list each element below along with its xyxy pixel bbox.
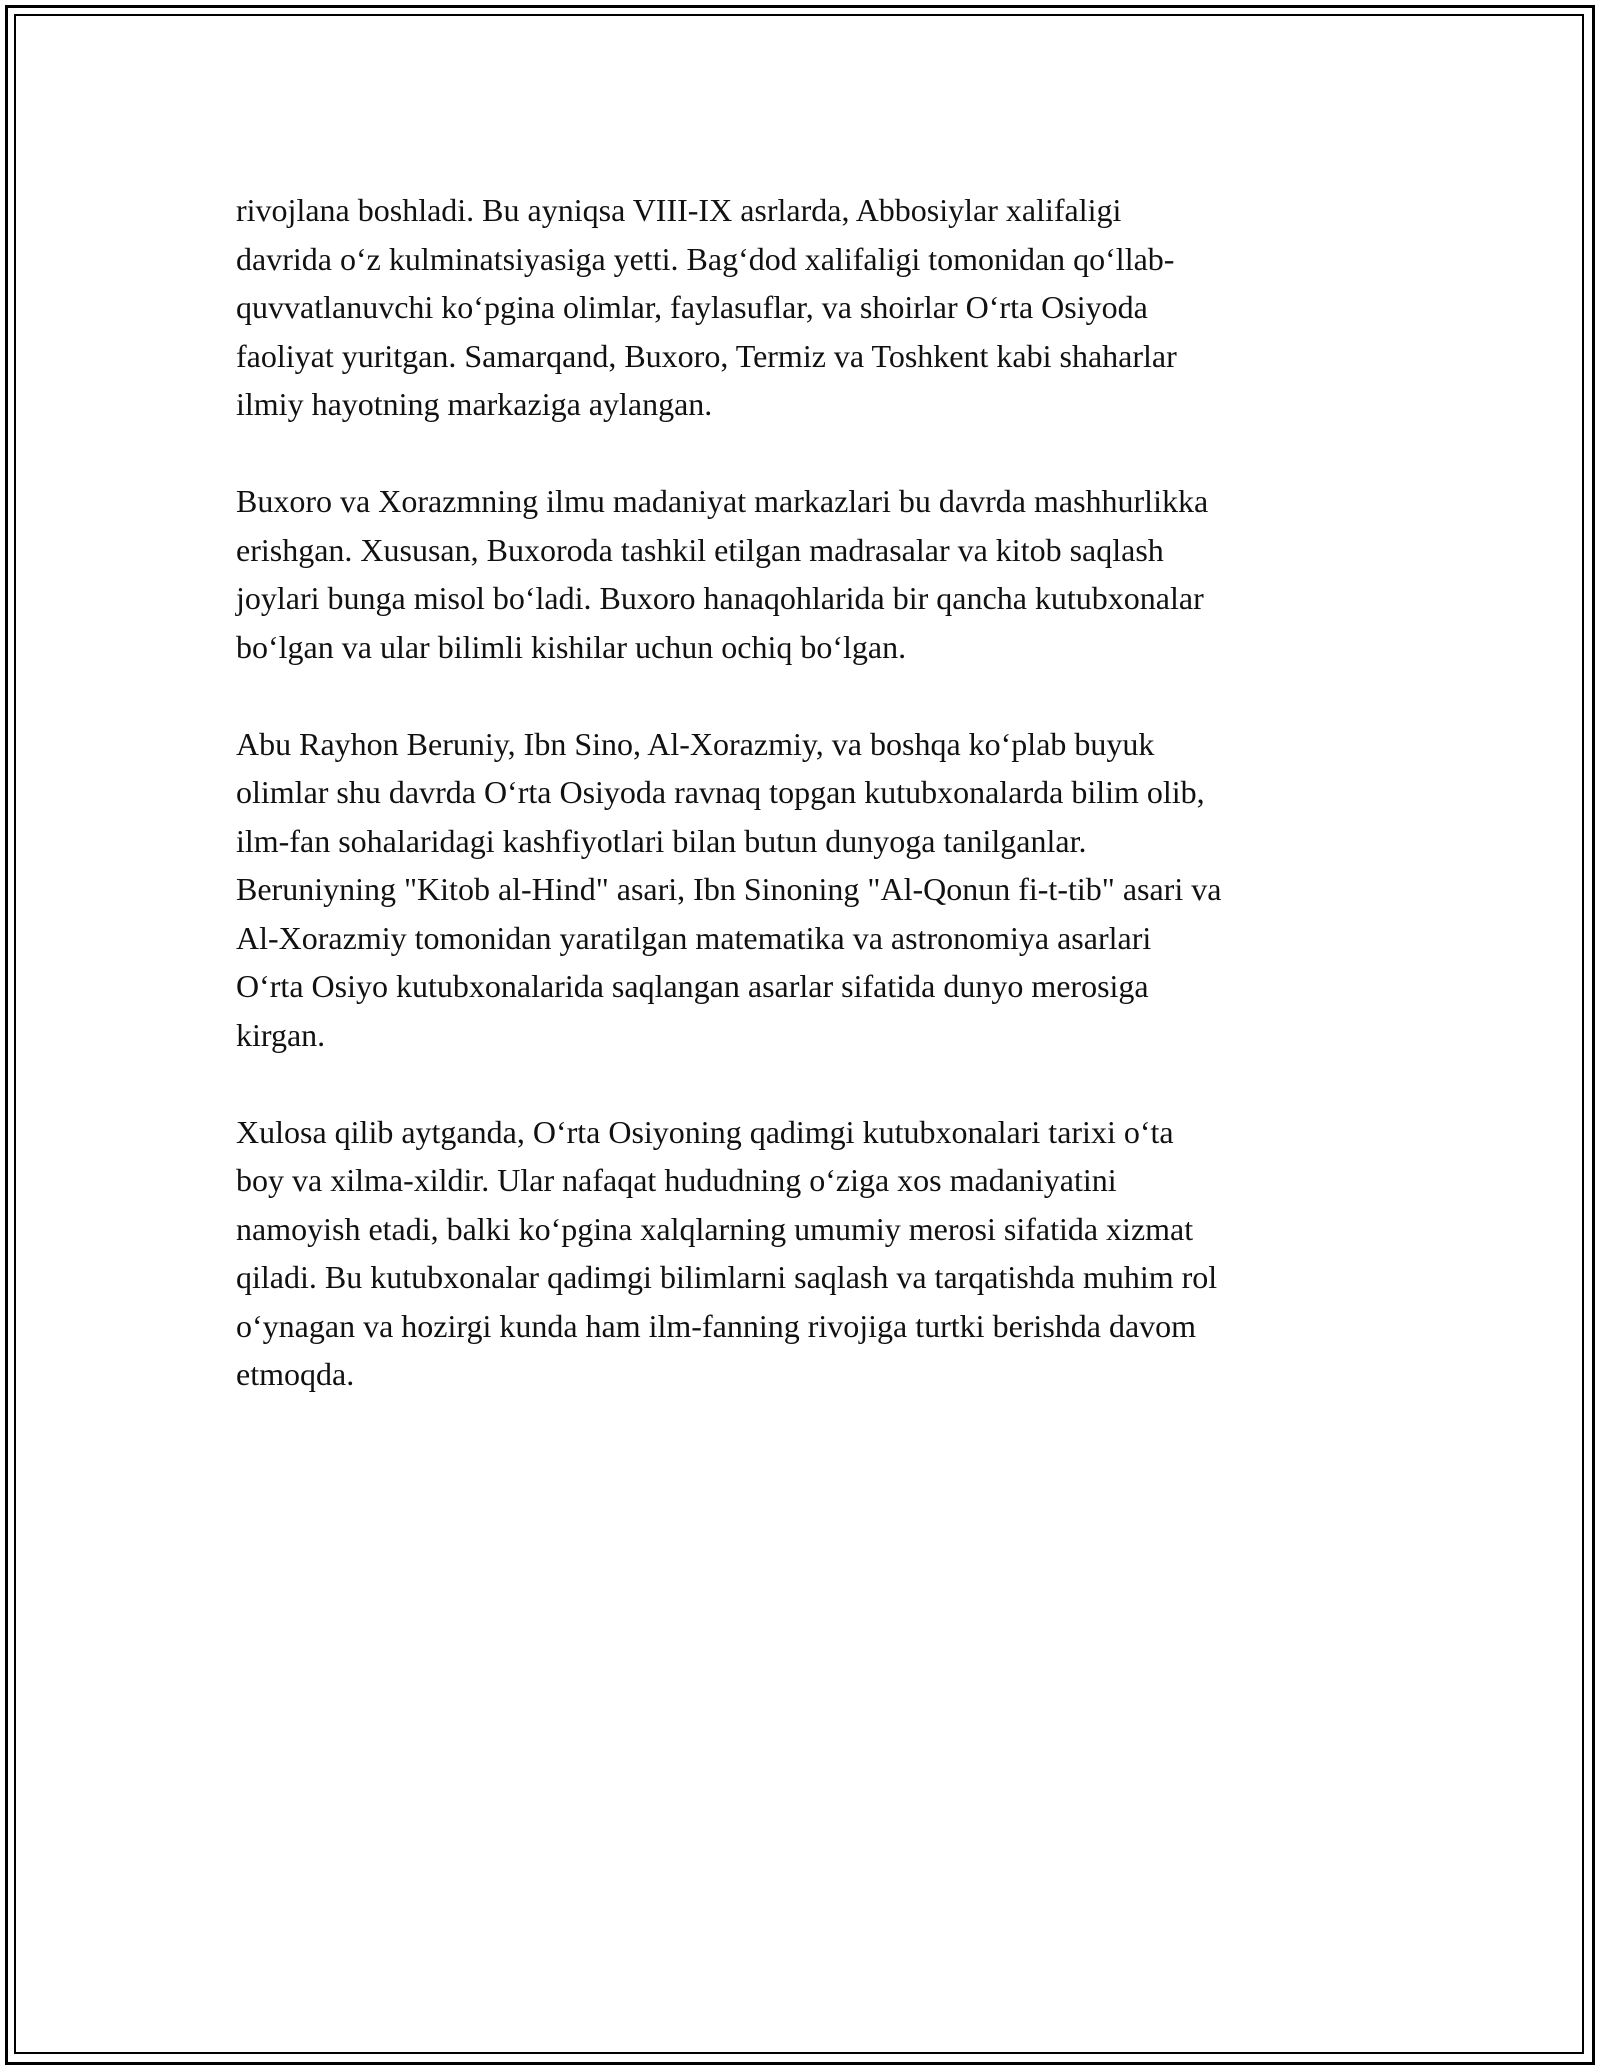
text-line: boy va xilma-xildir. Ular nafaqat hududning o‘ziga xos madaniyatini [236,1162,1117,1198]
document-body [236,186,1376,1447]
text-line: ilm-fan sohalaridagi kashfiyotlari bilan butun dunyoga tanilganlar. [236,822,1087,859]
text-line: etmoqda. [236,1356,355,1392]
text-line: olimlar shu davrda O‘rta Osiyoda ravnaq topgan kutubxonalarda bilim olib, [236,774,1205,810]
text-line: erishgan. Xususan, Buxoroda tashkil etilgan madrasalar va kitob saqlash [236,531,1164,568]
text-line: O‘rta Osiyo kutubxonalarida saqlangan asarlar sifatida dunyo merosiga [236,968,1149,1004]
paragraph-2 [236,477,1376,671]
text-line: namoyish etadi, balki ko‘pgina xalqlarning umumiy merosi sifatida xizmat [236,1210,1194,1247]
text-line: Abu Rayhon Beruniy, Ibn Sino, Al-Xorazmiy, va boshqa ko‘plab buyuk [236,725,1155,762]
paragraph-1 [236,186,1376,429]
text-line: davrida o‘z kulminatsiyasiga yetti. Bag‘dod xalifaligi tomonidan qo‘llab- [236,240,1175,277]
text-line: rivojlana boshladi. Bu ayniqsa VIII-IX asrlarda, Abbosiylar xalifaligi [236,192,1122,228]
text-line: kirgan. [236,1016,326,1053]
text-line: joylari bunga misol bo‘ladi. Buxoro hanaqohlarida bir qancha kutubxonalar [236,580,1204,616]
text-line: Buxoro va Xorazmning ilmu madaniyat markazlari bu davrda mashhurlikka [236,483,1209,519]
text-line: Beruniyning "Kitob al-Hind" asari, Ibn Sinoning "Al-Qonun fi-t-tib" asari va [236,871,1222,907]
text-line: qiladi. Bu kutubxonalar qadimgi bilimlarni saqlash va tarqatishda muhim rol [236,1259,1218,1295]
text-line: faoliyat yuritgan. Samarqand, Buxoro, Termiz va Toshkent kabi shaharlar [236,337,1177,374]
text-line: o‘ynagan va hozirgi kunda ham ilm-fanning rivojiga turtki berishda davom [236,1307,1197,1344]
paragraph-3 [236,720,1376,1060]
paragraph-4 [236,1108,1376,1399]
text-line: bo‘lgan va ular bilimli kishilar uchun ochiq bo‘lgan. [236,628,907,665]
text-line: ilmiy hayotning markaziga aylangan. [236,386,713,422]
text-line: quvvatlanuvchi ko‘pgina olimlar, faylasuflar, va shoirlar O‘rta Osiyoda [236,289,1148,325]
text-line: Xulosa qilib aytganda, O‘rta Osiyoning qadimgi kutubxonalari tarixi o‘ta [236,1113,1174,1150]
text-line: Al-Xorazmiy tomonidan yaratilgan matematika va astronomiya asarlari [236,919,1152,956]
